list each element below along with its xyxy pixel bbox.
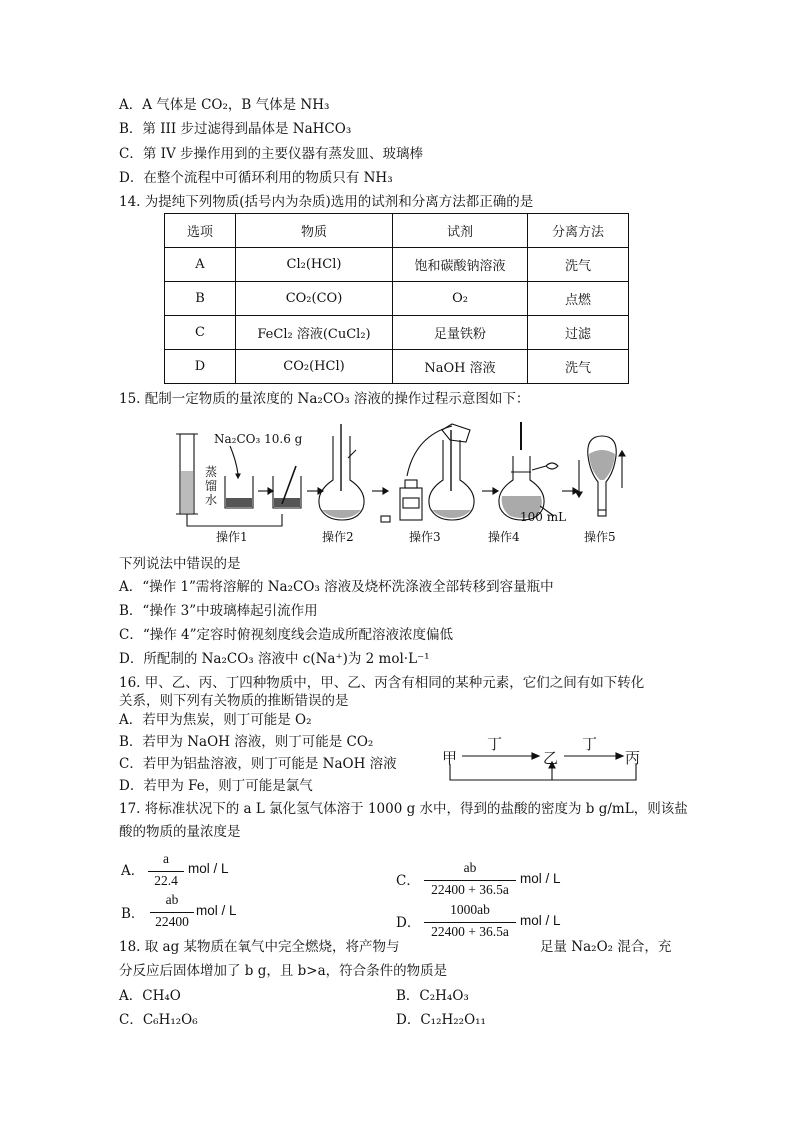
unit-label: mol / L [196,903,237,918]
unit-label: mol / L [520,913,561,928]
bing-label: 丙 [625,749,641,767]
table-cell: C [165,316,236,350]
q13-option-d: D．在整个流程中可循环利用的物质只有 NH₃ [119,170,393,186]
table-header-cell: 选项 [165,214,236,248]
step-label: 操作3 [409,530,441,544]
fraction-bar [424,880,516,881]
q17-option-a-fraction [148,851,184,891]
q16-option-d: D．若甲为 Fe，则丁可能是氯气 [119,778,313,794]
unit-label: mol / L [188,861,229,876]
denominator: 22.4 [154,873,178,888]
q13-option-a: A．A 气体是 CO₂，B 气体是 NH₃ [119,97,330,113]
q17-option-c-label: C． [396,873,420,889]
q15-stem: 15. 配制一定物质的量浓度的 Na₂CO₃ 溶液的操作过程示意图如下： [119,391,530,407]
yi-label: 乙 [543,749,559,767]
table-cell: O₂ [393,282,528,316]
q17-option-c-fraction [424,860,516,900]
table-cell: D [165,350,236,384]
table-cell: 过滤 [528,316,629,350]
table-cell: CO₂(HCl) [236,350,393,384]
q16-stem-line1: 16. 甲、乙、丙、丁四种物质中，甲、乙、丙含有相同的某种元素，它们之间有如下转化 [119,675,645,691]
q17-option-d-label: D． [396,915,421,931]
table-row [165,350,629,384]
q18-stem-line2: 分反应后固体增加了 b g，且 b>a，符合条件的物质是 [119,963,448,979]
q13-option-b: B．第 III 步过滤得到晶体是 NaHCO₃ [119,121,352,137]
numerator: ab [463,860,477,875]
table-cell: 饱和碳酸钠溶液 [393,248,528,282]
q16-option-c: C．若甲为铝盐溶液，则丁可能是 NaOH 溶液 [119,756,397,772]
q18-option-b: B．C₂H₄O₃ [396,988,469,1004]
table-row [165,282,629,316]
table-row [165,248,629,282]
q17-option-d-fraction [424,902,516,942]
q17-option-a-label: A． [121,863,145,879]
q14-table [164,213,629,384]
denominator: 22400 [155,914,189,929]
table-header-row [165,214,629,248]
q16-transformation-diagram [442,734,652,796]
denominator: 22400 + 36.5a [431,882,509,897]
q18-option-a: A．CH₄O [119,988,181,1004]
eye-icon [546,463,558,469]
water-label-char: 馏 [205,479,218,493]
jia-label: 甲 [442,749,458,767]
q18-option-c: C．C₆H₁₂O₆ [119,1012,198,1028]
table-cell: 点燃 [528,282,629,316]
q15-option-b: B．“操作 3”中玻璃棒起引流作用 [119,603,318,619]
q18-option-d: D．C₁₂H₂₂O₁₁ [396,1012,486,1028]
denominator: 22400 + 36.5a [431,924,509,939]
q15-figure [170,416,640,546]
q13-option-c: C．第 IV 步操作用到的主要仪器有蒸发皿、玻璃棒 [119,146,424,162]
table-header-cell: 试剂 [393,214,528,248]
q15-option-a: A．“操作 1”需将溶解的 Na₂CO₃ 溶液及烧杯洗涤液全部转移到容量瓶中 [119,579,554,595]
q17-option-b-fraction [150,892,194,932]
q15-option-c: C．“操作 4”定容时俯视刻度线会造成所配溶液浓度偏低 [119,627,454,643]
ding-label: 丁 [487,735,503,753]
table-cell: A [165,248,236,282]
step-label: 操作5 [584,530,616,544]
fraction-bar [424,922,516,923]
beaker-icon [442,424,470,442]
q17-stem-line2: 酸的物质的量浓度是 [119,824,241,840]
water-label-char: 蒸 [205,465,218,479]
table-cell: NaOH 溶液 [393,350,528,384]
q17-option-b-label: B． [121,906,145,922]
volume-label: 100 mL [520,510,567,524]
table-cell: FeCl₂ 溶液(CuCl₂) [236,316,393,350]
numerator: ab [165,892,179,907]
q15-question: 下列说法中错误的是 [119,556,241,572]
water-label-char: 水 [205,493,218,507]
step-label: 操作1 [216,530,248,544]
table-cell: CO₂(CO) [236,282,393,316]
table-header-cell: 分离方法 [528,214,629,248]
table-cell: B [165,282,236,316]
q16-option-a: A．若甲为焦炭，则丁可能是 O₂ [119,712,312,728]
q18-stem-line1b: 足量 Na₂O₂ 混合，充 [540,939,672,955]
water-label [205,465,217,507]
step-label: 操作2 [322,530,354,544]
numerator: 1000ab [450,902,490,917]
q16-stem-line2: 关系，则下列有关物质的推断错误的是 [119,693,349,709]
numerator: a [163,851,169,866]
q18-stem-line1a: 18. 取 ag 某物质在氧气中完全燃烧，将产物与 [119,939,400,955]
table-cell: 洗气 [528,350,629,384]
unit-label: mol / L [520,871,561,886]
q15-option-d: D．所配制的 Na₂CO₃ 溶液中 c(Na⁺)为 2 mol·L⁻¹ [119,651,430,667]
q14-stem: 14. 为提纯下列物质(括号内为杂质)选用的试剂和分离方法都正确的是 [119,194,534,210]
table-cell: Cl₂(HCl) [236,248,393,282]
table-header-cell: 物质 [236,214,393,248]
q17-stem-line1: 17. 将标准状况下的 a L 氯化氢气体溶于 1000 g 水中，得到的盐酸的密度为 b g/mL，则该盐 [119,801,688,817]
table-row [165,316,629,350]
table-cell: 足量铁粉 [393,316,528,350]
fraction-bar [148,871,184,872]
ding-label: 丁 [582,735,598,753]
mass-label: Na₂CO₃ 10.6 g [214,432,303,446]
q16-option-b: B．若甲为 NaOH 溶液，则丁可能是 CO₂ [119,734,374,750]
table-cell: 洗气 [528,248,629,282]
step-label: 操作4 [488,530,520,544]
fraction-bar [150,912,194,913]
